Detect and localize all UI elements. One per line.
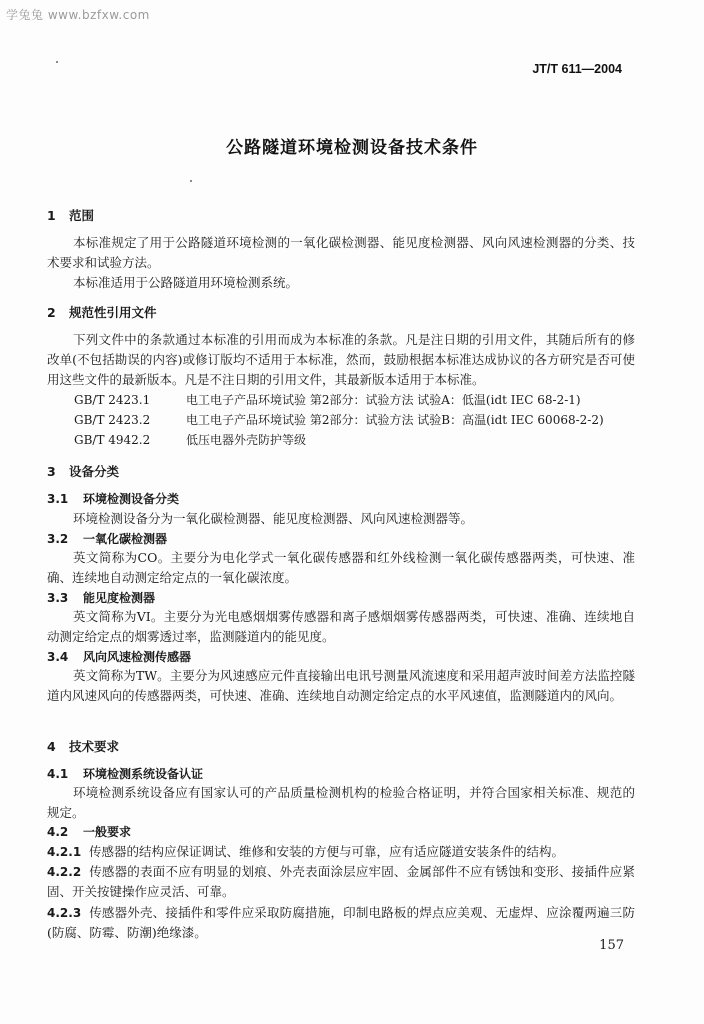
subsection-heading	[47, 589, 155, 606]
paragraph: 下列文件中的条款通过本标准的引用而成为本标准的条款。凡是注日期的引用文件，其随后所有的修改单(不包括勘误的内容)或修订版均不适用于本标准，然而，鼓励根据本标准达成协议的各方研究是否可使用这些文件的最新版本。凡是不注日期的引用文件，其最新版本适用于本标准。	[47, 332, 635, 387]
subsection-title: 一氧化碳检测器	[83, 532, 168, 546]
subsection-title: 能见度检测器	[83, 591, 156, 605]
paragraph: 本标准规定了用于公路隧道环境检测的一氧化碳检测器、能见度检测器、风向风速检测器的分类、技术要求和试验方法。	[47, 235, 635, 270]
reference-title: 电工电子产品环境试验 第2部分：试验方法 试验A：低温(idt IEC 68-2-1)	[186, 393, 581, 407]
clause-number: 4.2.2	[47, 865, 82, 879]
document-title: 公路隧道环境检测设备技术条件	[226, 138, 478, 158]
reference-code: GB/T 4942.2	[74, 433, 151, 447]
reference-title: 低压电器外壳防护等级	[186, 433, 307, 447]
reference-item	[74, 410, 604, 430]
clause-number: 4.2.3	[47, 906, 82, 920]
subsection-heading	[47, 490, 179, 507]
subsection-title: 一般要求	[83, 825, 132, 839]
subsection-heading	[47, 823, 131, 840]
scan-speck	[56, 61, 58, 63]
section-number: 2	[47, 305, 56, 320]
paragraph: 英文简称为TW。主要分为风速感应元件直接输出电讯号测量风流速度和采用超声波时间差方法监控隧道内风速风向的传感器两类，可快速、准确、连续地自动测定给定点的水平风速值，监测隧道内的风向。	[47, 668, 635, 703]
reference-item	[74, 390, 581, 410]
section-title: 范围	[69, 208, 95, 223]
standard-number: JT/T 611—2004	[532, 62, 622, 76]
scan-speck	[190, 180, 192, 182]
watermark: 学兔兔 www.bzfxw.com	[6, 8, 150, 22]
subsection-heading	[47, 765, 203, 782]
reference-item	[74, 430, 306, 450]
subsection-title: 环境检测设备分类	[83, 492, 180, 506]
clause	[47, 903, 635, 943]
paragraph: 环境检测系统设备应有国家认可的产品质量检测机构的检验合格证明，并符合国家相关标准、规范的规定。	[47, 785, 635, 820]
paragraph: 环境检测设备分为一氧化碳检测器、能见度检测器、风向风速检测器等。	[73, 511, 474, 526]
paragraph: 英文简称为CO。主要分为电化学式一氧化碳传感器和红外线检测一氧化碳传感器两类，可快速、准确、连续地自动测定给定点的一氧化碳浓度。	[47, 550, 635, 585]
reference-title: 电工电子产品环境试验 第2部分：试验方法 试验B：高温(idt IEC 60068-2-2)	[186, 413, 604, 427]
subsection-number: 4.2	[47, 825, 69, 839]
section-title: 规范性引用文件	[69, 305, 157, 320]
page-number: 157	[599, 938, 624, 953]
clause-text: 传感器的结构应保证调试、维修和安装的方便与可靠，应有适应隧道安装条件的结构。	[89, 844, 565, 859]
subsection-number: 3.2	[47, 532, 69, 546]
section-title: 设备分类	[69, 464, 120, 479]
section-number: 3	[47, 464, 56, 479]
subsection-number: 4.1	[47, 767, 69, 781]
reference-code: GB/T 2423.2	[74, 413, 151, 427]
clause-text: 传感器外壳、接插件和零件应采取防腐措施，印制电路板的焊点应美观、无虚焊、应涂覆两遍三防(防腐、防霉、防潮)绝缘漆。	[47, 905, 635, 940]
clause-number: 4.2.1	[47, 845, 82, 859]
paragraph: 英文简称为VI。主要分为光电感烟烟雾传感器和离子感烟烟雾传感器两类，可快速、准确、连续地自动测定给定点的烟雾透过率，监测隧道内的能见度。	[47, 609, 635, 644]
section-2-heading	[47, 303, 157, 321]
subsection-number: 3.3	[47, 591, 69, 605]
subsection-number: 3.1	[47, 492, 69, 506]
reference-code: GB/T 2423.1	[74, 393, 151, 407]
subsection-heading	[47, 530, 167, 547]
section-number: 4	[47, 739, 56, 754]
subsection-title: 环境检测系统设备认证	[83, 767, 204, 781]
section-title: 技术要求	[69, 739, 120, 754]
section-number: 1	[47, 208, 56, 223]
clause-text: 传感器的表面不应有明显的划痕、外壳表面涂层应牢固、金属部件不应有锈蚀和变形、接插件应紧固、开关按键操作应灵活、可靠。	[47, 864, 635, 899]
subsection-heading	[47, 648, 191, 665]
subsection-number: 3.4	[47, 650, 69, 664]
section-3-heading	[47, 462, 119, 480]
subsection-title: 风向风速检测传感器	[83, 650, 192, 664]
clause	[47, 862, 635, 902]
section-4-heading	[47, 737, 119, 755]
section-1-heading	[47, 206, 94, 224]
clause	[47, 842, 635, 862]
paragraph: 本标准适用于公路隧道用环境检测系统。	[73, 275, 299, 290]
